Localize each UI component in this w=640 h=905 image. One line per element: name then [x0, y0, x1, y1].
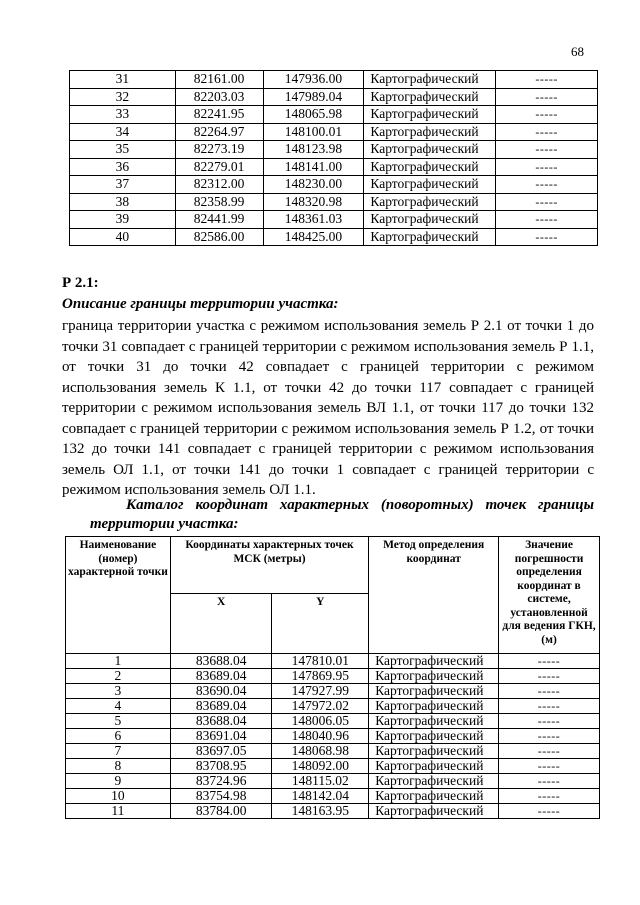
method-cell: Картографический [369, 729, 499, 744]
method-cell: Картографический [364, 106, 496, 124]
x-coordinate-cell: 83724.96 [170, 774, 272, 789]
point-number-cell: 37 [70, 176, 176, 194]
x-coordinate-cell: 83691.04 [170, 729, 272, 744]
x-coordinate-cell: 82273.19 [175, 141, 263, 159]
x-coordinate-cell: 82279.01 [175, 158, 263, 176]
coordinates-table-continued [69, 70, 598, 246]
table-row [70, 176, 598, 194]
x-coordinate-cell: 83690.04 [170, 684, 272, 699]
method-cell: Картографический [364, 123, 496, 141]
point-number-cell: 31 [70, 71, 176, 89]
error-cell: ----- [496, 158, 598, 176]
method-cell: Картографический [369, 744, 499, 759]
y-coordinate-cell: 147936.00 [263, 71, 364, 89]
boundary-description: граница территории участка с режимом использования земель Р 2.1 от точки 1 до точки 31 совпадает с границей территории с режимом использования земель Р 1.1, от точки 31 до точки 42 совпадает с границей территории с режимом использования земель К 1.1, от точки 42 до точки 117 совпадает с границей территории с режимом использования земель ВЛ 1.1, от точки 117 до точки 132 совпадает с границей территории с режимом использования земель Р 1.2, от точки 132 до точки 141 совпадает с границей территории с режимом использования земель ОЛ 1.1, от точки 141 до точки 1 совпадает с границей территории с режимом использования земель ОЛ 1.1. [62, 318, 594, 498]
page-number: 68 [571, 44, 584, 59]
error-cell: ----- [499, 744, 600, 759]
y-coordinate-cell: 148141.00 [263, 158, 364, 176]
method-cell: Картографический [364, 158, 496, 176]
method-cell: Картографический [364, 228, 496, 246]
point-number-cell: 5 [66, 714, 171, 729]
method-cell: Картографический [364, 71, 496, 89]
table-row [70, 106, 598, 124]
description-heading: Описание границы территории участка: [62, 296, 339, 312]
coordinates-catalog-table [65, 536, 600, 819]
method-cell: Картографический [369, 714, 499, 729]
y-coordinate-cell: 148123.98 [263, 141, 364, 159]
table-row [66, 684, 600, 699]
y-coordinate-cell: 148142.04 [272, 789, 369, 804]
point-number-cell: 38 [70, 193, 176, 211]
method-cell: Картографический [364, 176, 496, 194]
point-number-cell: 35 [70, 141, 176, 159]
error-cell: ----- [499, 789, 600, 804]
table-row [70, 141, 598, 159]
x-coordinate-cell: 83697.05 [170, 744, 272, 759]
method-cell: Картографический [369, 654, 499, 669]
x-coordinate-cell: 82358.99 [175, 193, 263, 211]
x-coordinate-cell: 83688.04 [170, 714, 272, 729]
error-cell: ----- [499, 774, 600, 789]
x-coordinate-cell: 83708.95 [170, 759, 272, 774]
method-cell: Картографический [369, 789, 499, 804]
point-number-cell: 34 [70, 123, 176, 141]
y-coordinate-cell: 148320.98 [263, 193, 364, 211]
error-cell: ----- [499, 759, 600, 774]
point-number-cell: 2 [66, 669, 171, 684]
y-coordinate-cell: 147810.01 [272, 654, 369, 669]
table-row [66, 759, 600, 774]
header-x: X [170, 594, 272, 654]
catalog-title [62, 496, 594, 534]
y-coordinate-cell: 148006.05 [272, 714, 369, 729]
x-coordinate-cell: 82441.99 [175, 211, 263, 229]
header-point-name: Наименование (номер) характерной точки [66, 537, 171, 654]
catalog-title-line1: Каталог координат характерных (поворотных) точек границы [126, 497, 594, 513]
table-row [70, 123, 598, 141]
x-coordinate-cell: 82264.97 [175, 123, 263, 141]
table-row [70, 193, 598, 211]
x-coordinate-cell: 83689.04 [170, 669, 272, 684]
point-number-cell: 32 [70, 88, 176, 106]
table-row [70, 228, 598, 246]
header-error: Значение погрешности определения координат в системе, установленной для ведения ГКН, (м) [499, 537, 600, 654]
table-row [66, 804, 600, 819]
table-row [66, 729, 600, 744]
point-number-cell: 39 [70, 211, 176, 229]
point-number-cell: 3 [66, 684, 171, 699]
table-row [66, 774, 600, 789]
y-coordinate-cell: 148115.02 [272, 774, 369, 789]
table-row [66, 744, 600, 759]
error-cell: ----- [499, 699, 600, 714]
table-row [70, 71, 598, 89]
y-coordinate-cell: 148068.98 [272, 744, 369, 759]
x-coordinate-cell: 83754.98 [170, 789, 272, 804]
table-row [70, 88, 598, 106]
y-coordinate-cell: 147927.99 [272, 684, 369, 699]
y-coordinate-cell: 147869.95 [272, 669, 369, 684]
point-number-cell: 7 [66, 744, 171, 759]
error-cell: ----- [496, 193, 598, 211]
x-coordinate-cell: 83689.04 [170, 699, 272, 714]
table-row [66, 699, 600, 714]
error-cell: ----- [496, 71, 598, 89]
y-coordinate-cell: 147989.04 [263, 88, 364, 106]
x-coordinate-cell: 83688.04 [170, 654, 272, 669]
method-cell: Картографический [364, 211, 496, 229]
header-y: Y [272, 594, 369, 654]
point-number-cell: 1 [66, 654, 171, 669]
y-coordinate-cell: 148040.96 [272, 729, 369, 744]
method-cell: Картографический [364, 88, 496, 106]
x-coordinate-cell: 83784.00 [170, 804, 272, 819]
y-coordinate-cell: 148065.98 [263, 106, 364, 124]
error-cell: ----- [499, 684, 600, 699]
x-coordinate-cell: 82203.03 [175, 88, 263, 106]
y-coordinate-cell: 148100.01 [263, 123, 364, 141]
y-coordinate-cell: 148230.00 [263, 176, 364, 194]
error-cell: ----- [499, 729, 600, 744]
method-cell: Картографический [364, 141, 496, 159]
method-cell: Картографический [369, 759, 499, 774]
y-coordinate-cell: 148092.00 [272, 759, 369, 774]
method-cell: Картографический [369, 774, 499, 789]
header-coordinates: Координаты характерных точек МСК (метры) [170, 537, 368, 594]
y-coordinate-cell: 148361.03 [263, 211, 364, 229]
error-cell: ----- [496, 123, 598, 141]
point-number-cell: 6 [66, 729, 171, 744]
table-row [66, 654, 600, 669]
point-number-cell: 40 [70, 228, 176, 246]
table-row [70, 211, 598, 229]
point-number-cell: 8 [66, 759, 171, 774]
point-number-cell: 10 [66, 789, 171, 804]
point-number-cell: 33 [70, 106, 176, 124]
method-cell: Картографический [369, 804, 499, 819]
y-coordinate-cell: 147972.02 [272, 699, 369, 714]
table-row [66, 714, 600, 729]
method-cell: Картографический [369, 684, 499, 699]
x-coordinate-cell: 82586.00 [175, 228, 263, 246]
catalog-title-line2: территории участка: [90, 516, 239, 532]
error-cell: ----- [496, 141, 598, 159]
error-cell: ----- [496, 106, 598, 124]
point-number-cell: 36 [70, 158, 176, 176]
method-cell: Картографический [369, 669, 499, 684]
table-row [66, 789, 600, 804]
point-number-cell: 11 [66, 804, 171, 819]
error-cell: ----- [496, 176, 598, 194]
y-coordinate-cell: 148163.95 [272, 804, 369, 819]
x-coordinate-cell: 82241.95 [175, 106, 263, 124]
point-number-cell: 4 [66, 699, 171, 714]
error-cell: ----- [496, 228, 598, 246]
y-coordinate-cell: 148425.00 [263, 228, 364, 246]
error-cell: ----- [499, 714, 600, 729]
error-cell: ----- [499, 804, 600, 819]
error-cell: ----- [499, 669, 600, 684]
x-coordinate-cell: 82312.00 [175, 176, 263, 194]
error-cell: ----- [496, 88, 598, 106]
table-row [66, 669, 600, 684]
point-number-cell: 9 [66, 774, 171, 789]
error-cell: ----- [496, 211, 598, 229]
method-cell: Картографический [369, 699, 499, 714]
method-cell: Картографический [364, 193, 496, 211]
header-method: Метод определения координат [369, 537, 499, 654]
table-row [70, 158, 598, 176]
error-cell: ----- [499, 654, 600, 669]
section-heading: Р 2.1: [62, 275, 99, 291]
x-coordinate-cell: 82161.00 [175, 71, 263, 89]
